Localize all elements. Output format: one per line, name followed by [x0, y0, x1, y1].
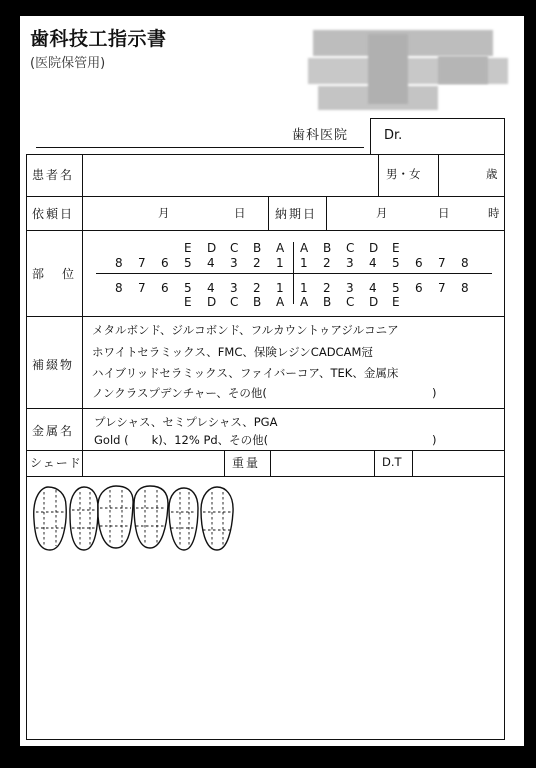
lower-left-tooth-number[interactable]: 6: [415, 281, 423, 295]
lower-left-tooth-number[interactable]: 1: [300, 281, 308, 295]
lower-left-tooth-number[interactable]: 5: [392, 281, 400, 295]
delivery-day: 日: [438, 206, 450, 220]
upper-right-letter[interactable]: B: [253, 241, 262, 255]
lower-left-letter[interactable]: B: [323, 295, 332, 309]
clinic-label: 歯科医院: [292, 128, 349, 143]
upper-right-letter[interactable]: C: [230, 241, 239, 255]
prosthesis-line-3: ハイブリッドセラミックス、ファイバーコア、TEK、金属床: [92, 366, 399, 380]
metal-line-2-end: ): [432, 433, 437, 447]
upper-left-tooth-number[interactable]: 4: [369, 256, 377, 270]
lower-left-letter[interactable]: C: [346, 295, 355, 309]
lower-right-letter[interactable]: D: [207, 295, 217, 309]
lower-right-tooth-number[interactable]: 7: [138, 281, 146, 295]
lower-left-letter[interactable]: A: [300, 295, 309, 309]
prosthesis-line-4: ノンクラスプデンチャー、その他(: [92, 386, 267, 400]
lower-right-letter[interactable]: C: [230, 295, 239, 309]
shade-label: シェード: [30, 456, 82, 470]
request-month: 月: [158, 206, 170, 220]
weight-label: 重量: [232, 456, 261, 470]
upper-right-tooth-number[interactable]: 2: [253, 256, 261, 270]
lower-left-letter[interactable]: E: [392, 295, 400, 309]
upper-left-tooth-number[interactable]: 5: [392, 256, 400, 270]
upper-left-tooth-number[interactable]: 3: [346, 256, 354, 270]
lower-left-tooth-number[interactable]: 8: [461, 281, 469, 295]
lower-right-tooth-number[interactable]: 8: [115, 281, 123, 295]
patient-label: 患者名: [32, 168, 75, 182]
prosthesis-line-2: ホワイトセラミックス、FMC、保険レジンCADCAM冠: [92, 345, 373, 359]
delivery-hour: 時: [488, 206, 500, 220]
dt-label: D.T: [382, 455, 402, 469]
upper-left-tooth-number[interactable]: 1: [300, 256, 308, 270]
upper-left-letter[interactable]: B: [323, 241, 332, 255]
upper-right-letter[interactable]: D: [207, 241, 217, 255]
upper-left-tooth-number[interactable]: 2: [323, 256, 331, 270]
delivery-month: 月: [376, 206, 388, 220]
upper-left-tooth-number[interactable]: 7: [438, 256, 446, 270]
upper-right-tooth-number[interactable]: 8: [115, 256, 123, 270]
prosthesis-label: 補綴物: [32, 358, 75, 372]
site-label: 部 位: [32, 267, 78, 281]
lower-right-tooth-number[interactable]: 5: [184, 281, 192, 295]
metal-line-1: プレシャス、セミプレシャス、PGA: [94, 415, 278, 429]
lower-left-tooth-number[interactable]: 3: [346, 281, 354, 295]
lower-right-tooth-number[interactable]: 2: [253, 281, 261, 295]
form-subtitle: (医院保管用): [30, 56, 106, 71]
form-title: 歯科技工指示書: [30, 28, 167, 50]
upper-right-tooth-number[interactable]: 5: [184, 256, 192, 270]
lower-left-letter[interactable]: D: [369, 295, 379, 309]
upper-right-tooth-number[interactable]: 1: [276, 256, 284, 270]
lower-right-tooth-number[interactable]: 1: [276, 281, 284, 295]
lower-left-tooth-number[interactable]: 7: [438, 281, 446, 295]
instruction-sheet: [20, 16, 524, 746]
teeth-diagram[interactable]: [30, 484, 240, 554]
upper-left-tooth-number[interactable]: 8: [461, 256, 469, 270]
doctor-label: Dr.: [384, 128, 403, 143]
request-day: 日: [234, 206, 246, 220]
upper-right-tooth-number[interactable]: 6: [161, 256, 169, 270]
prosthesis-line-1: メタルボンド、ジルコボンド、フルカウントゥアジルコニア: [92, 323, 399, 337]
blurred-stamp-area: [308, 26, 508, 112]
upper-left-letter[interactable]: E: [392, 241, 400, 255]
upper-right-tooth-number[interactable]: 4: [207, 256, 215, 270]
upper-right-tooth-number[interactable]: 3: [230, 256, 238, 270]
upper-left-letter[interactable]: D: [369, 241, 379, 255]
sex-select[interactable]: 男・女: [386, 167, 421, 181]
metal-line-2: Gold ( k)、12% Pd、その他(: [94, 433, 269, 447]
lower-right-letter[interactable]: A: [276, 295, 285, 309]
lower-right-tooth-number[interactable]: 6: [161, 281, 169, 295]
upper-left-letter[interactable]: C: [346, 241, 355, 255]
upper-right-tooth-number[interactable]: 7: [138, 256, 146, 270]
lower-right-tooth-number[interactable]: 4: [207, 281, 215, 295]
lower-right-letter[interactable]: B: [253, 295, 262, 309]
lower-right-letter[interactable]: E: [184, 295, 192, 309]
delivery-date-label: 納期日: [275, 207, 318, 221]
upper-right-letter[interactable]: A: [276, 241, 285, 255]
upper-right-letter[interactable]: E: [184, 241, 192, 255]
upper-left-letter[interactable]: A: [300, 241, 309, 255]
upper-left-tooth-number[interactable]: 6: [415, 256, 423, 270]
request-date-label: 依頼日: [32, 207, 75, 221]
age-unit: 歳: [486, 167, 498, 181]
lower-left-tooth-number[interactable]: 2: [323, 281, 331, 295]
prosthesis-line-4-end: ): [432, 386, 437, 400]
metal-label: 金属名: [32, 424, 75, 438]
lower-left-tooth-number[interactable]: 4: [369, 281, 377, 295]
lower-right-tooth-number[interactable]: 3: [230, 281, 238, 295]
